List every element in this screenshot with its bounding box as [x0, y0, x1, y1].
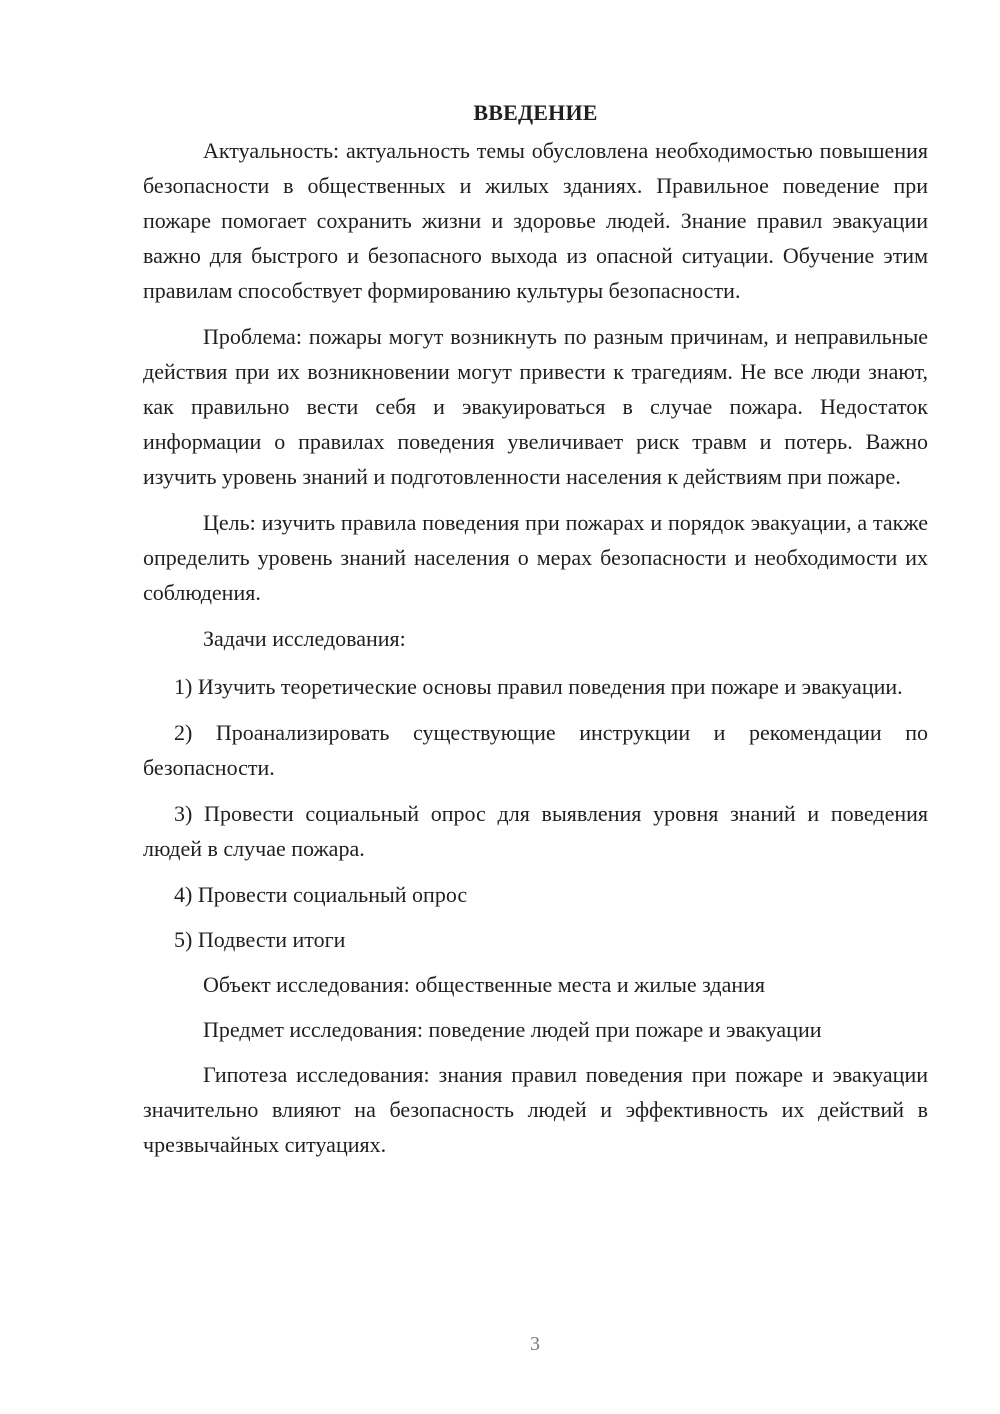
problem-paragraph: Проблема: пожары могут возникнуть по разным причинам, и неправильные действия при их возникновении могут привести к трагедиям. Не все люди знают, как правильно вести себя и эвакуироваться в случае пожара. Недостаток информации о правилах поведения увеличивает риск травм и потерь. Важно изучить уровень знаний и подготовленности населения к действиям при пожаре. [143, 324, 928, 489]
page-content [143, 95, 928, 1173]
task-item-3: 3) Провести социальный опрос для выявления уровня знаний и поведения людей в случае пожара. [143, 801, 928, 861]
goal-paragraph: Цель: изучить правила поведения при пожарах и порядок эвакуации, а также определить уровень знаний населения о мерах безопасности и необходимости их соблюдения. [143, 510, 928, 605]
page-number: 3 [530, 1333, 540, 1355]
task-item-2: 2) Проанализировать существующие инструкции и рекомендации по безопасности. [143, 720, 928, 780]
task-item-5: 5) Подвести итоги [174, 927, 346, 952]
task-item-4: 4) Провести социальный опрос [174, 882, 468, 907]
task-item-1: 1) Изучить теоретические основы правил поведения при пожаре и эвакуации. [174, 674, 903, 699]
object-paragraph: Объект исследования: общественные места и жилые здания [203, 972, 766, 997]
subject-paragraph: Предмет исследования: поведение людей при пожаре и эвакуации [203, 1017, 822, 1042]
page-title: ВВЕДЕНИЕ [473, 100, 598, 125]
relevance-paragraph: Актуальность: актуальность темы обусловлена необходимостью повышения безопасности в общественных и жилых зданиях. Правильное поведение при пожаре помогает сохранить жизни и здоровье людей. Знание правил эвакуации важно для быстрого и безопасного выхода из опасной ситуации. Обучение этим правилам способствует формированию культуры безопасности. [143, 138, 928, 303]
hypothesis-paragraph: Гипотеза исследования: знания правил поведения при пожаре и эвакуации значительно влияют на безопасность людей и эффективность их действий в чрезвычайных ситуациях. [143, 1062, 928, 1157]
tasks-heading: Задачи исследования: [203, 626, 406, 651]
